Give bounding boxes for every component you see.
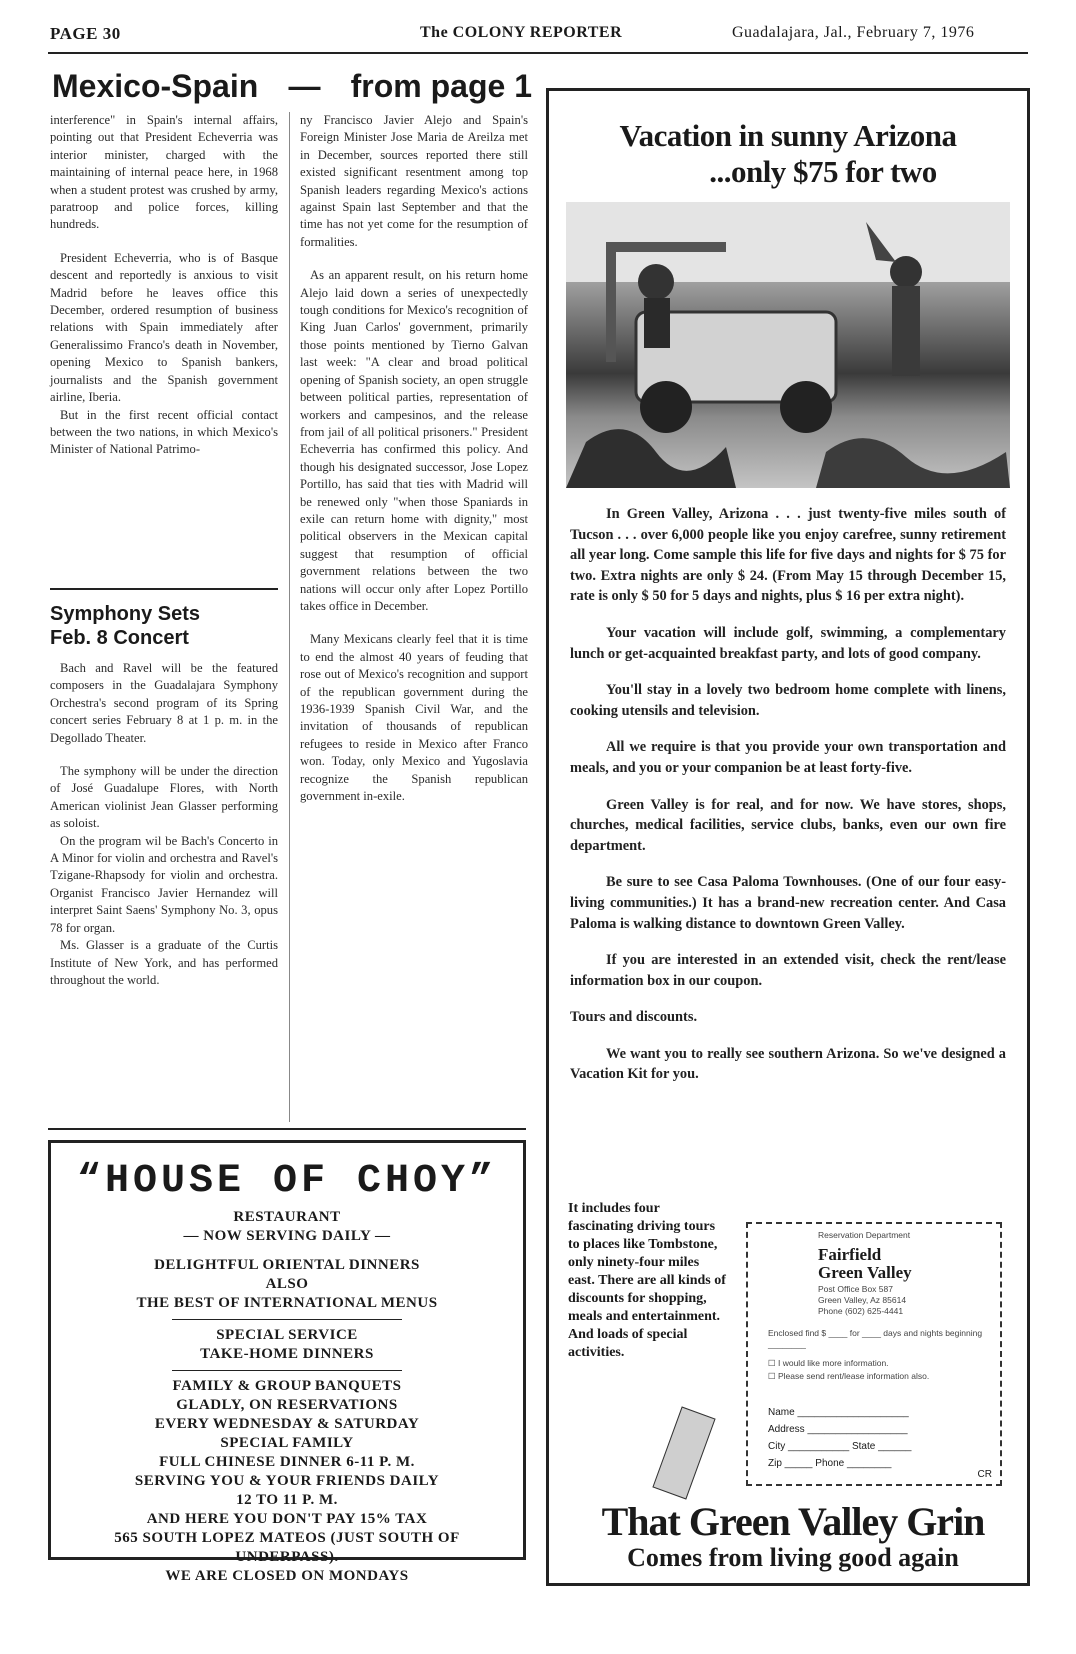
checkbox-icon[interactable]: ☐ [768, 1371, 778, 1381]
house-of-choy-ad [48, 1140, 526, 1584]
ad-paragraph: Tours and discounts. [570, 1009, 698, 1026]
column-divider [289, 112, 290, 1122]
ad-paragraph: You'll stay in a lovely two bedroom home complete with linens, cooking utensils and television. [570, 682, 1006, 719]
coupon-enclosed-field[interactable]: Enclosed find $ ____ for ____ days and nights beginning ________ [768, 1328, 983, 1349]
headline-left: Mexico-Spain [52, 68, 259, 104]
choy-line: AND HERE YOU DON'T PAY 15% TAX [146, 1511, 428, 1527]
coupon-address-field[interactable]: Address __________________ [768, 1424, 908, 1435]
choy-line: SPECIAL SERVICE [216, 1327, 358, 1343]
symphony-headline-line2: Feb. 8 Concert [50, 627, 189, 649]
coupon-address-line: Post Office Box 587 [818, 1284, 893, 1294]
choy-line: — NOW SERVING DAILY — [183, 1228, 391, 1244]
coupon-code: CR [977, 1469, 992, 1480]
coupon-address-line: Green Valley, Az 85614 [818, 1295, 907, 1305]
reservation-coupon[interactable] [746, 1222, 1002, 1486]
coupon-state-label: State [851, 1441, 876, 1452]
ad-paragraph: Green Valley is for real, and for now. We have stores, shops, churches, medical facilities, service clubs, banks, even our own fire department. [570, 796, 1006, 854]
choy-line: SPECIAL FAMILY [220, 1435, 354, 1451]
dateline: Guadalajara, Jal., February 7, 1976 [732, 24, 975, 41]
ad-paragraph: We want you to really see southern Arizona. So we've designed a Vacation Kit for you. [570, 1045, 1006, 1083]
coupon-company-line1: Fairfield [818, 1245, 882, 1264]
choy-line: FAMILY & GROUP BANQUETS [172, 1378, 402, 1394]
choy-line: WE ARE CLOSED ON MONDAYS [165, 1568, 409, 1584]
ad-rule [48, 1128, 526, 1130]
coupon-city-state-field[interactable]: City ___________ State ______ [768, 1441, 912, 1452]
coupon-option-rent-label: Please send rent/lease information also. [777, 1371, 930, 1381]
symphony-body [50, 660, 278, 1005]
coupon-option-info[interactable] [768, 1358, 988, 1369]
page-number: PAGE 30 [50, 24, 121, 43]
coupon-phone-label: Phone [815, 1458, 845, 1469]
ad-paragraph: If you are interested in an extended visit, check the rent/lease information box in our coupon. [570, 952, 1006, 989]
header-rule [48, 52, 1028, 54]
vacation-kit-text: It includes four fascinating driving tours to places like Tombstone, only ninety-four miles east. There are all kinds of discounts for shopping, meals and entertainment. And loads of special activities. [568, 1201, 726, 1360]
choy-line: EVERY WEDNESDAY & SATURDAY [154, 1416, 420, 1432]
golf-cart-illustration [566, 202, 1010, 488]
article-paragraph: President Echeverria, who is of Basque descent and reportedly is anxious to visit Madrid before he leaves office this December, ordered resumption of business relations with Spain immediately after Generalissimo Franco's death in November, opening Mexico to Spanish bankers, journalists and the Spanish government airline, Iberia. [50, 250, 278, 405]
arizona-ad-headline-line1: Vacation in sunny Arizona [619, 118, 957, 153]
newspaper-name: The COLONY REPORTER [420, 24, 623, 41]
coupon-fields [768, 1404, 998, 1472]
choy-block-c [51, 1377, 523, 1586]
coupon-zip-phone-field[interactable]: Zip _____ Phone ________ [768, 1458, 892, 1469]
ad-paragraph: All we require is that you provide your own transportation and meals, and you or your companion be at least forty-five. [570, 739, 1006, 776]
coupon-zip-label: Zip [768, 1458, 782, 1469]
arizona-ad-body [570, 504, 1006, 1101]
ad-paragraph: Be sure to see Casa Paloma Townhouses. (One of our four easy-living communities.) It has a brand-new recreation center. And Casa Paloma is walking distance to downtown Green Valley. [570, 874, 1006, 932]
section-rule [50, 588, 278, 590]
symphony-paragraph: Bach and Ravel will be the featured composers in the Guadalajara Symphony Orchestra's second program of its Spring concert series February 8 at 1 p. m. in the Degollado Theater. [50, 661, 278, 745]
coupon-address [818, 1284, 906, 1317]
symphony-paragraph: Ms. Glasser is a graduate of the Curtis Institute of New York, and has performed throughout the world. [50, 938, 278, 987]
symphony-headline [50, 602, 280, 650]
coupon-company [818, 1246, 912, 1282]
coupon-city-label: City [768, 1441, 786, 1452]
choy-line: GLADLY, ON RESERVATIONS [176, 1397, 398, 1413]
coupon-company-line2: Green Valley [818, 1263, 912, 1282]
ad-paragraph: In Green Valley, Arizona . . . just twenty-five miles south of Tucson . . . over 6,000 people like you enjoy carefree, sunny retirement all year long. Come sample this life for five days and nights for $ 75 for two. Extra nights are only $ 24. (From May 15 through December 15, rate is only $ 50 for 5 days and nights, plus $ 16 per extra night). [570, 506, 1006, 605]
choy-line: THE BEST OF INTERNATIONAL MENUS [136, 1295, 438, 1311]
headline-dash: — [288, 68, 321, 104]
symphony-paragraph: On the program wil be Bach's Concerto in A Minor for violin and orchestra and Ravel's Tzigane-Rhapsody for violin and orchestra. Organist Francisco Javier Hernandez will interpret Saint Saens' Symphony No. 3, opus 78 for organ. [50, 833, 278, 935]
ad-paragraph: Your vacation will include golf, swimming, a complementary lunch or get-acquainted breakfast party, and lots of good company. [570, 624, 1006, 662]
headline-right: from page 1 [350, 68, 532, 104]
article-paragraph: ny Francisco Javier Alejo and Spain's Foreign Minister Jose Maria de Areilza met in December, sources reported there still existed significant resentment among top Spanish leaders regarding Mexico's actions against Spain last September and that the time has not yet come for the resumption of formalities. [300, 113, 528, 249]
article-column-1 [50, 112, 278, 475]
choy-block-a [51, 1208, 523, 1313]
coupon-option-info-label: I would like more information. [777, 1358, 889, 1368]
arizona-ad-headline-line2: ...only $75 for two [709, 154, 937, 189]
article-headline [52, 68, 532, 105]
coupon-name-field[interactable]: Name ____________________ [768, 1407, 909, 1418]
arizona-ad-headline [556, 118, 1020, 190]
article-paragraph: interference" in Spain's internal affairs, pointing out that President Echeverria was interior minister, charged with the maintaining of internal peace here, in 1968 when a student protest was crushed by army, paratroop and police forces, killing hundreds. [50, 113, 278, 232]
choy-line: FULL CHINESE DINNER 6-11 P. M. [159, 1454, 415, 1470]
article-paragraph: But in the first recent official contact between the two nations, in which Mexico's Minister of National Patrimo- [50, 407, 278, 457]
choy-divider [172, 1370, 402, 1371]
choy-line: TAKE-HOME DINNERS [200, 1346, 374, 1362]
article-paragraph: Many Mexicans clearly feel that it is time to end the almost 40 years of feuding that rose out of Mexico's recognition and support of the republican government during the 1936-1939 Spanish Civil War, and the invitation of thousands of republican refugees to reside in Mexico after Franco won. Today, only Mexico and Yugoslavia recognize the Spanish republican government in-exile. [300, 632, 528, 804]
symphony-headline-line1: Symphony Sets [50, 603, 201, 625]
choy-title: “HOUSE OF CHOY” [76, 1159, 498, 1204]
coupon-option-rent[interactable] [768, 1371, 988, 1382]
golf-cart-photo [566, 202, 1010, 488]
choy-divider [172, 1319, 402, 1320]
choy-block-b [51, 1326, 523, 1364]
article-paragraph: As an apparent result, on his return home Alejo laid down a series of unexpectedly tough conditions for Mexico's recognition of King Juan Carlos' government, primarily those points mentioned by Tierno Galvan last week: "A clear and broad political opening of Spanish society, an open struggle between political parties, representation of workers and campesinos, and the release from jail of all political prisoners." President Echeverria has confirmed this policy. And though his designated successor, Jose Lopez Portillo, has said that ties with Madrid will be renewed only "when those Spaniards in exile can return home with dignity," most political observers in the Mexican capital suggest that resumption of official government relations between the two nations will occur only after Lopez Portillo takes office in December. [300, 268, 528, 613]
coupon-address-label: Address [768, 1424, 805, 1435]
choy-line: ALSO [265, 1276, 309, 1292]
choy-spacer [51, 1246, 523, 1256]
coupon-address-line: Phone (602) 625-4441 [818, 1306, 904, 1316]
choy-line: UNDERPASS). [235, 1549, 339, 1565]
green-valley-slogan: That Green Valley Grin [601, 1499, 985, 1544]
choy-line: 12 TO 11 P. M. [236, 1492, 338, 1508]
coupon-department: Reservation Department [818, 1230, 911, 1240]
checkbox-icon[interactable]: ☐ [768, 1358, 778, 1368]
symphony-paragraph: The symphony will be under the direction of José Guadalupe Flores, with North American violinist Jean Glasser performing as soloist. [50, 764, 278, 831]
coupon-name-label: Name [768, 1407, 795, 1418]
article-column-2 [300, 112, 528, 821]
choy-line: RESTAURANT [233, 1209, 341, 1225]
choy-line: DELIGHTFUL ORIENTAL DINNERS [154, 1257, 420, 1273]
green-valley-tagline: Comes from living good again [627, 1543, 959, 1572]
choy-line: SERVING YOU & YOUR FRIENDS DAILY [134, 1473, 440, 1489]
choy-line: 565 SOUTH LOPEZ MATEOS (JUST SOUTH OF [114, 1530, 460, 1546]
